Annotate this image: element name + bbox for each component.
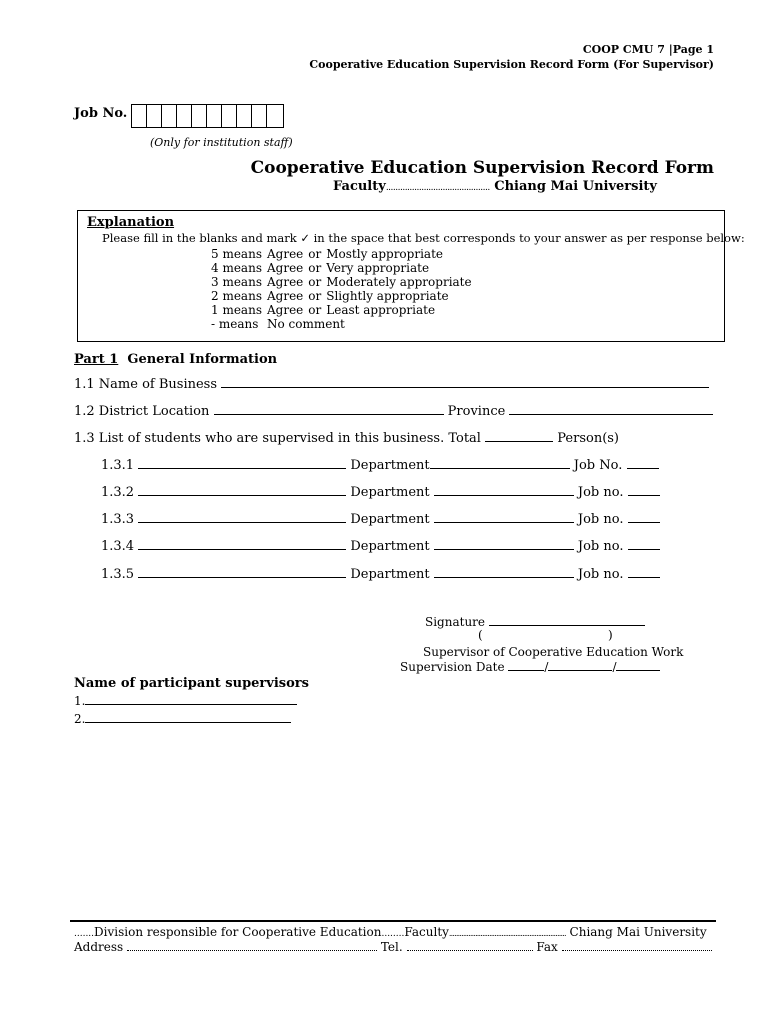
scale-or: or: [308, 247, 322, 261]
job-no-boxes[interactable]: [131, 104, 284, 128]
supervision-date-label: Supervision Date: [400, 660, 505, 674]
scale-or: or: [308, 275, 322, 289]
department-field[interactable]: [434, 538, 574, 550]
scale-or: or: [308, 289, 322, 303]
part1-heading: [74, 352, 277, 367]
supervision-date-row: [400, 659, 660, 674]
participant-row: [74, 711, 291, 726]
scale-num: 2 means: [211, 289, 262, 303]
student-num: 1.3.2: [101, 485, 135, 500]
scale-desc: Mostly appropriate: [326, 247, 443, 261]
student-row: [101, 538, 660, 554]
student-job-field[interactable]: [628, 484, 660, 496]
student-row: [101, 457, 659, 473]
student-num: 1.3.4: [101, 539, 135, 554]
footer-line-1: [74, 925, 707, 939]
department-label: Department: [350, 567, 430, 582]
form-subtitle: [309, 58, 714, 71]
supervision-date-month[interactable]: [548, 659, 612, 671]
student-num: 1.3.5: [101, 567, 135, 582]
scale-agree: Agree: [266, 289, 304, 303]
faculty-dots[interactable]: ............................................: [385, 183, 490, 193]
scale-num: 4 means: [211, 261, 262, 275]
province-field[interactable]: [509, 403, 713, 415]
footer-dots-1[interactable]: ........: [381, 929, 405, 939]
signature-label: Signature: [425, 615, 486, 629]
part1-label: Part 1: [74, 352, 119, 367]
scale-agree: Agree: [266, 261, 304, 275]
student-name-field[interactable]: [138, 566, 346, 578]
participant-name-field[interactable]: [85, 693, 297, 705]
footer-fax-label: Fax: [536, 940, 558, 954]
department-field[interactable]: [430, 457, 570, 469]
participant-row: [74, 693, 297, 708]
form-code: COOP CMU 7 |Page 1: [582, 43, 714, 56]
participant-num: 1.: [74, 694, 86, 708]
district-field[interactable]: [214, 403, 444, 415]
job-no-box[interactable]: [252, 105, 267, 127]
district-row: [74, 403, 713, 419]
form-title: Cooperative Education Supervision Record Form: [250, 158, 714, 178]
job-no-box[interactable]: [177, 105, 192, 127]
participant-num: 2.: [74, 712, 86, 726]
business-name-label: 1.1 Name of Business: [74, 377, 218, 392]
faculty-line: [333, 179, 657, 194]
footer-division: Division responsible for Cooperative Education: [94, 925, 382, 939]
job-no-box[interactable]: [162, 105, 177, 127]
footer-faculty-dots[interactable]: ...................................................................: [448, 929, 566, 938]
scale-row: [211, 247, 477, 261]
footer-address-field[interactable]: [127, 940, 377, 951]
scale-desc: Least appropriate: [326, 303, 436, 317]
footer-divider: [70, 920, 716, 922]
footer-faculty: Faculty: [404, 925, 449, 939]
scale-agree: Agree: [266, 275, 304, 289]
footer-lead-dots[interactable]: .......: [74, 929, 95, 939]
signature-paren-close: ): [608, 628, 613, 642]
student-total-label: 1.3 List of students who are supervised in this business. Total: [74, 431, 481, 446]
scale-row: [211, 317, 477, 331]
footer-address-label: Address: [74, 940, 124, 954]
department-field[interactable]: [434, 566, 574, 578]
student-num: 1.3.3: [101, 512, 135, 527]
student-job-field[interactable]: [627, 457, 659, 469]
signature-field[interactable]: [489, 614, 645, 626]
participants-heading: Name of participant supervisors: [74, 676, 309, 691]
scale-desc: Moderately appropriate: [326, 275, 472, 289]
scale-agree: Agree: [266, 247, 304, 261]
footer-university: Chiang Mai University: [569, 925, 707, 939]
scale-num: 5 means: [211, 247, 262, 261]
student-num: 1.3.1: [101, 458, 135, 473]
scale-row: [211, 275, 477, 289]
scale-desc: Slightly appropriate: [326, 289, 449, 303]
job-no-box[interactable]: [207, 105, 222, 127]
scale-agree: Agree: [266, 303, 304, 317]
department-label: Department: [350, 539, 430, 554]
district-label: 1.2 District Location: [74, 404, 210, 419]
scale-num: 1 means: [211, 303, 262, 317]
scale-desc: Very appropriate: [326, 261, 430, 275]
explanation-instruction: Please fill in the blanks and mark ✓ in the space that best corresponds to your answer as per response below:: [102, 231, 745, 245]
signature-paren-open: (: [478, 628, 483, 642]
form-subtitle-text: Cooperative Education Supervision Record Form: [309, 58, 610, 71]
department-label: Department: [350, 512, 430, 527]
job-no-box[interactable]: [147, 105, 162, 127]
scale-row: [211, 289, 477, 303]
job-no-box[interactable]: [222, 105, 237, 127]
faculty-label: Faculty: [333, 179, 386, 194]
scale-num: - means: [211, 317, 259, 331]
department-label: Department: [350, 485, 430, 500]
student-row: [101, 484, 660, 500]
footer-line-2: [74, 940, 712, 954]
job-no-note: (Only for institution staff): [150, 136, 293, 149]
footer-tel-field[interactable]: [407, 940, 533, 951]
signature-printed-name-field[interactable]: [486, 629, 606, 641]
signature-row: [425, 614, 645, 629]
scale-row: [211, 303, 477, 317]
student-row: [101, 566, 660, 582]
scale-num: 3 means: [211, 275, 262, 289]
student-name-field[interactable]: [138, 484, 346, 496]
scale-or: or: [308, 261, 322, 275]
form-subtitle-suffix: (For Supervisor): [613, 58, 714, 71]
student-name-field[interactable]: [138, 511, 346, 523]
student-job-field[interactable]: [628, 538, 660, 550]
student-total-row: [74, 430, 619, 446]
department-label: Department: [350, 458, 430, 473]
student-name-field[interactable]: [138, 538, 346, 550]
date-slash: /: [544, 660, 549, 674]
student-job-label: Job no.: [577, 512, 624, 527]
business-name-row: [74, 376, 709, 392]
department-field[interactable]: [434, 511, 574, 523]
supervision-date-day[interactable]: [508, 659, 544, 671]
date-slash: /: [612, 660, 617, 674]
footer-fax-field[interactable]: [562, 940, 712, 951]
job-no-label: Job No.: [74, 106, 128, 121]
explanation-heading: Explanation: [87, 215, 175, 230]
department-field[interactable]: [434, 484, 574, 496]
scale-row: [211, 261, 477, 275]
student-job-label: Job No.: [573, 458, 623, 473]
job-no-box[interactable]: [267, 105, 283, 127]
student-row: [101, 511, 660, 527]
student-total-field[interactable]: [485, 430, 553, 442]
job-no-box[interactable]: [132, 105, 147, 127]
rating-scale: [211, 247, 477, 331]
student-job-field[interactable]: [628, 566, 660, 578]
participant-name-field[interactable]: [85, 711, 291, 723]
university-name: Chiang Mai University: [494, 179, 657, 194]
supervision-date-year[interactable]: [616, 659, 660, 671]
footer-tel-label: Tel.: [380, 940, 403, 954]
province-label: Province: [447, 404, 506, 419]
job-no-box[interactable]: [192, 105, 207, 127]
job-no-box[interactable]: [237, 105, 252, 127]
student-job-label: Job no.: [577, 539, 624, 554]
student-job-label: Job no.: [577, 485, 624, 500]
scale-or: or: [308, 303, 322, 317]
supervisor-role: Supervisor of Cooperative Education Work: [423, 645, 684, 659]
person-label: Person(s): [557, 431, 620, 446]
part1-title: General Information: [127, 352, 278, 367]
student-name-field[interactable]: [138, 457, 346, 469]
scale-agree: No comment: [266, 317, 345, 331]
student-job-field[interactable]: [628, 511, 660, 523]
business-name-field[interactable]: [221, 376, 709, 388]
student-job-label: Job no.: [577, 567, 624, 582]
